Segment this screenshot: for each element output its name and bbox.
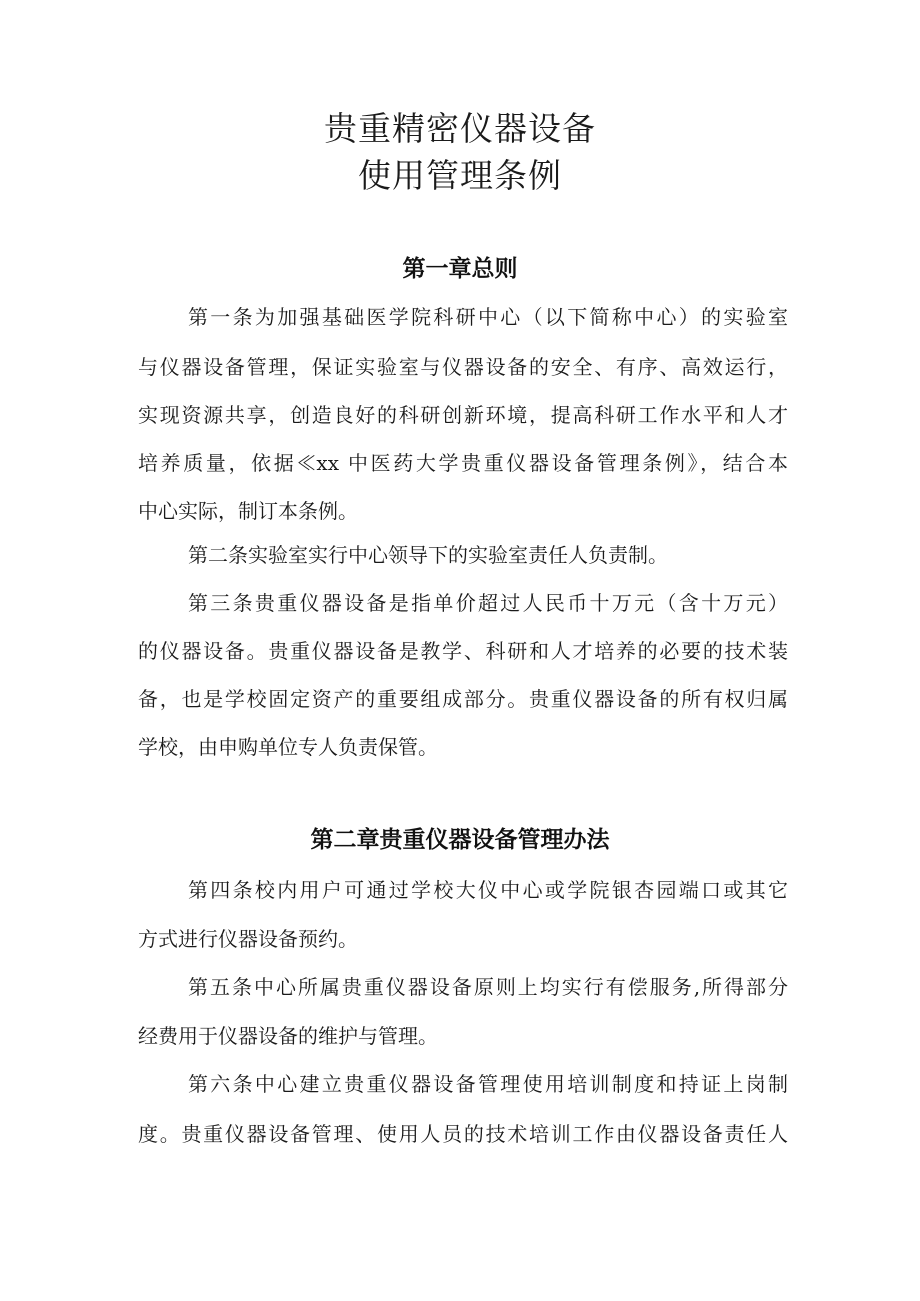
article-1-line-5: 中心实际，制订本条例。 xyxy=(138,499,358,523)
document-title-line-1: 贵重精密仪器设备 xyxy=(324,109,596,148)
article-4-line-1: 第四条校内用户可通过学校大仪中心或学院银杏园端口或其它 xyxy=(188,878,788,902)
article-3-line-1: 第三条贵重仪器设备是指单价超过人民币十万元（含十万元） xyxy=(188,591,788,615)
article-1-line-2: 与仪器设备管理，保证实验室与仪器设备的安全、有序、高效运行， xyxy=(138,355,788,379)
article-6-line-1: 第六条中心建立贵重仪器设备管理使用培训制度和持证上岗制 xyxy=(188,1072,788,1096)
article-3-line-4: 学校，由申购单位专人负责保管。 xyxy=(138,735,438,759)
article-5-line-1: 第五条中心所属贵重仪器设备原则上均实行有偿服务,所得部分 xyxy=(188,975,788,999)
chapter-2-heading: 第二章贵重仪器设备管理办法 xyxy=(310,827,610,853)
article-6-line-2: 度。贵重仪器设备管理、使用人员的技术培训工作由仪器设备责任人 xyxy=(138,1122,788,1146)
document-title-line-2: 使用管理条例 xyxy=(358,156,562,195)
chapter-1-heading: 第一章总则 xyxy=(402,256,518,282)
article-1-line-4: 培养质量，依据≪xx 中医药大学贵重仪器设备管理条例》，结合本 xyxy=(138,451,788,475)
article-1-line-3: 实现资源共享，创造良好的科研创新环境，提高科研工作水平和人才 xyxy=(138,403,788,427)
article-3-line-2: 的仪器设备。贵重仪器设备是教学、科研和人才培养的必要的技术装 xyxy=(138,639,788,663)
article-4-line-2: 方式进行仪器设备预约。 xyxy=(138,927,358,951)
article-3-line-3: 备，也是学校固定资产的重要组成部分。贵重仪器设备的所有权归属 xyxy=(138,687,788,711)
article-5-line-2: 经费用于仪器设备的维护与管理。 xyxy=(138,1024,438,1048)
article-2-line-1: 第二条实验室实行中心领导下的实验室责任人负责制。 xyxy=(188,543,668,567)
article-1-line-1: 第一条为加强基础医学院科研中心（以下简称中心）的实验室 xyxy=(188,305,788,329)
